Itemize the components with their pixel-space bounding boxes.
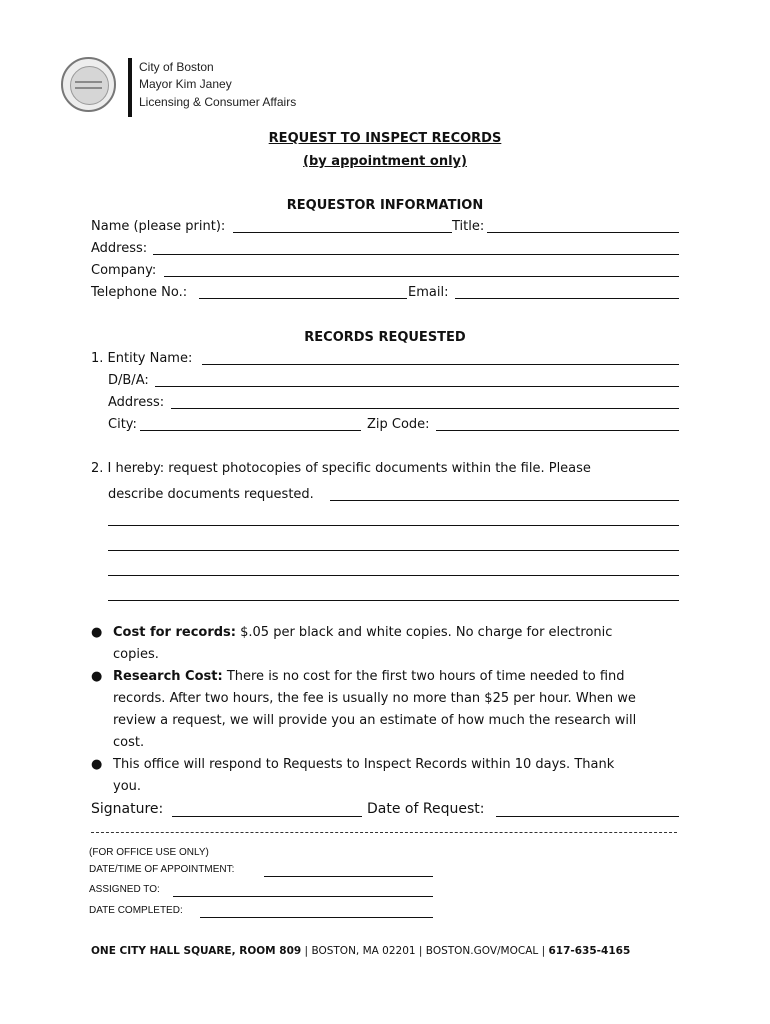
footer-separator: | (415, 945, 426, 957)
bullet-dot-icon: ● (91, 757, 103, 772)
form-subtitle: (by appointment only) (303, 154, 467, 169)
name-label: Name (please print): (91, 219, 226, 234)
date-of-request-label: Date of Request: (367, 801, 485, 817)
seal-inner-ring (70, 66, 109, 105)
cost-bold-label: Cost for records: (113, 625, 236, 640)
footer (91, 945, 630, 957)
assigned-to-label: ASSIGNED TO: (89, 884, 160, 895)
describe-documents-line[interactable] (108, 550, 679, 551)
describe-documents-line[interactable] (108, 600, 679, 601)
footer-phone: 617-635-4165 (548, 945, 631, 957)
bullet-dot-icon: ● (91, 625, 103, 640)
research-text-l3: review a request, we will provide you an estimate of how much the research will (113, 713, 637, 728)
date-completed-label: DATE COMPLETED: (89, 905, 183, 916)
company-label: Company: (91, 263, 157, 278)
email-field[interactable] (455, 298, 679, 299)
cost-text: $.05 per black and white copies. No charge for electronic (236, 625, 613, 640)
describe-documents-line[interactable] (108, 525, 679, 526)
signature-field[interactable] (172, 816, 362, 817)
office-use-heading: (FOR OFFICE USE ONLY) (89, 847, 209, 858)
assigned-to-field[interactable] (173, 896, 433, 897)
research-bullet (113, 666, 693, 754)
entity-name-label: 1. Entity Name: (91, 351, 193, 366)
appointment-label: DATE/TIME OF APPOINTMENT: (89, 864, 235, 875)
describe-documents-label: describe documents requested. (108, 487, 314, 502)
dba-label: D/B/A: (108, 373, 149, 388)
bullet-dot-icon: ● (91, 669, 103, 684)
records-heading: RECORDS REQUESTED (304, 330, 466, 345)
zip-field[interactable] (436, 430, 679, 431)
title-field[interactable] (487, 232, 679, 233)
city-field[interactable] (140, 430, 361, 431)
describe-documents-field[interactable] (330, 500, 679, 501)
header-divider (128, 58, 132, 117)
zip-label: Zip Code: (367, 417, 430, 432)
request-item-2-text: 2. I hereby: request photocopies of specific documents within the file. Please (91, 461, 591, 476)
address-field[interactable] (153, 254, 679, 255)
seal-detail (75, 81, 102, 83)
respond-text-l2: you. (113, 779, 142, 794)
header-city: City of Boston (139, 60, 214, 74)
respond-bullet (113, 754, 693, 798)
header-mayor: Mayor Kim Janey (139, 77, 232, 91)
title-label: Title: (452, 219, 485, 234)
name-field[interactable] (233, 232, 452, 233)
date-of-request-field[interactable] (496, 816, 679, 817)
footer-website: BOSTON.GOV/MOCAL (425, 945, 539, 957)
cut-line (91, 832, 677, 833)
requestor-heading: REQUESTOR INFORMATION (286, 198, 484, 213)
cost-text-cont: copies. (113, 647, 159, 662)
describe-documents-line[interactable] (108, 575, 679, 576)
research-text-l2: records. After two hours, the fee is usually no more than $25 per hour. When we (113, 691, 636, 706)
city-label: City: (108, 417, 137, 432)
appointment-field[interactable] (264, 876, 433, 877)
header-department: Licensing & Consumer Affairs (139, 95, 297, 109)
research-text-l4: cost. (113, 735, 145, 750)
entity-address-field[interactable] (171, 408, 679, 409)
city-seal-icon (61, 57, 116, 112)
form-title: REQUEST TO INSPECT RECORDS (268, 131, 502, 146)
address-label: Address: (91, 241, 148, 256)
telephone-label: Telephone No.: (91, 285, 188, 300)
date-completed-field[interactable] (200, 917, 433, 918)
dba-field[interactable] (155, 386, 679, 387)
company-field[interactable] (164, 276, 679, 277)
email-label: Email: (408, 285, 449, 300)
seal-detail (75, 87, 102, 89)
footer-separator: | (301, 945, 312, 957)
respond-text: This office will respond to Requests to Inspect Records within 10 days. Thank (113, 757, 615, 772)
footer-city: BOSTON, MA 02201 (311, 945, 416, 957)
entity-name-field[interactable] (202, 364, 679, 365)
footer-address: ONE CITY HALL SQUARE, ROOM 809 (91, 945, 302, 957)
signature-label: Signature: (91, 801, 164, 817)
telephone-field[interactable] (199, 298, 407, 299)
research-text: There is no cost for the first two hours of time needed to find (222, 669, 625, 684)
cost-bullet (113, 622, 693, 666)
entity-address-label: Address: (108, 395, 165, 410)
footer-separator: | (538, 945, 549, 957)
research-bold-label: Research Cost: (113, 669, 223, 684)
